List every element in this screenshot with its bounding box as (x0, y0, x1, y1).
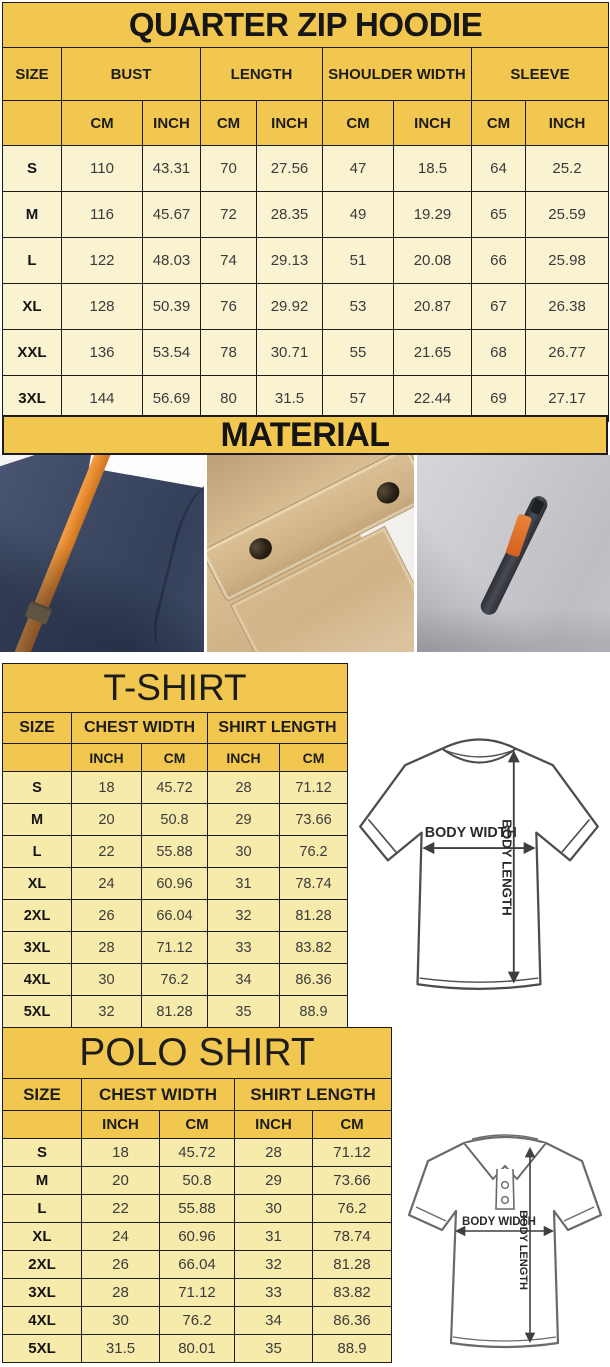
polo-row (3, 1307, 392, 1335)
hoodie-row (3, 146, 609, 192)
polo-row (3, 1223, 392, 1251)
hoodie-value-cell: 26.38 (526, 284, 609, 330)
hoodie-value-cell: 48.03 (143, 238, 201, 284)
polo-value-cell: 28 (82, 1279, 160, 1307)
polo-value-cell: 31 (235, 1223, 313, 1251)
hoodie-header-length: LENGTH (201, 48, 323, 101)
body-width-label: BODY WIDTH (462, 1216, 536, 1228)
tshirt-size-cell: 3XL (3, 932, 72, 964)
polo-value-cell: 29 (235, 1167, 313, 1195)
body-width-label: BODY WIDTH (424, 824, 517, 841)
body-length-label: BODY LENGTH (517, 1210, 529, 1290)
hoodie-row (3, 192, 609, 238)
tshirt-size-cell: S (3, 772, 72, 804)
hoodie-value-cell: 29.13 (257, 238, 323, 284)
polo-value-cell: 71.12 (160, 1279, 235, 1307)
polo-header-row (3, 1079, 392, 1111)
tshirt-value-cell: 22 (72, 836, 142, 868)
polo-value-cell: 66.04 (160, 1251, 235, 1279)
hoodie-header-sleeve: SLEEVE (472, 48, 609, 101)
tshirt-header-length: SHIRT LENGTH (208, 713, 348, 744)
material-photo-grey-zipper (417, 455, 610, 652)
polo-value-cell: 60.96 (160, 1223, 235, 1251)
unit-cm: CM (472, 101, 526, 146)
polo-row (3, 1167, 392, 1195)
hoodie-size-cell: 3XL (3, 376, 62, 422)
polo-outline (409, 1137, 601, 1347)
polo-value-cell: 31.5 (82, 1335, 160, 1363)
unit-inch: INCH (82, 1111, 160, 1139)
polo-header-size: SIZE (3, 1079, 82, 1111)
tshirt-value-cell: 45.72 (142, 772, 208, 804)
unit-cm: CM (313, 1111, 392, 1139)
hoodie-value-cell: 144 (62, 376, 143, 422)
polo-row (3, 1335, 392, 1363)
hoodie-value-cell: 21.65 (394, 330, 472, 376)
hoodie-value-cell: 25.2 (526, 146, 609, 192)
unit-inch: INCH (208, 744, 280, 772)
tshirt-row (3, 964, 348, 996)
tshirt-size-cell: 5XL (3, 996, 72, 1028)
hoodie-value-cell: 18.5 (394, 146, 472, 192)
tshirt-row (3, 836, 348, 868)
hoodie-value-cell: 80 (201, 376, 257, 422)
polo-button (502, 1197, 509, 1204)
polo-value-cell: 83.82 (313, 1279, 392, 1307)
polo-header-chest: CHEST WIDTH (82, 1079, 235, 1111)
polo-row (3, 1139, 392, 1167)
hoodie-value-cell: 27.56 (257, 146, 323, 192)
polo-value-cell: 76.2 (160, 1307, 235, 1335)
hoodie-value-cell: 110 (62, 146, 143, 192)
tshirt-units-empty (3, 744, 72, 772)
polo-value-cell: 30 (82, 1307, 160, 1335)
hoodie-header-shoulder: SHOULDER WIDTH (323, 48, 472, 101)
tshirt-size-cell: 2XL (3, 900, 72, 932)
hoodie-value-cell: 19.29 (394, 192, 472, 238)
tshirt-value-cell: 32 (72, 996, 142, 1028)
tshirt-value-cell: 81.28 (280, 900, 348, 932)
hoodie-value-cell: 78 (201, 330, 257, 376)
hoodie-value-cell: 69 (472, 376, 526, 422)
tshirt-value-cell: 28 (72, 932, 142, 964)
tshirt-value-cell: 76.2 (280, 836, 348, 868)
hoodie-value-cell: 25.59 (526, 192, 609, 238)
tshirt-value-cell: 34 (208, 964, 280, 996)
hoodie-value-cell: 27.17 (526, 376, 609, 422)
body-length-label: BODY LENGTH (499, 819, 515, 916)
polo-size-cell: 3XL (3, 1279, 82, 1307)
polo-size-cell: 5XL (3, 1335, 82, 1363)
tshirt-diagram (352, 728, 608, 1007)
polo-value-cell: 50.8 (160, 1167, 235, 1195)
hoodie-size-table (2, 2, 609, 422)
hoodie-value-cell: 49 (323, 192, 394, 238)
hoodie-value-cell: 64 (472, 146, 526, 192)
hoodie-value-cell: 74 (201, 238, 257, 284)
hoodie-header-bust: BUST (62, 48, 201, 101)
material-photo-navy-drawcord (0, 455, 204, 652)
tshirt-value-cell: 73.66 (280, 804, 348, 836)
unit-inch: INCH (72, 744, 142, 772)
unit-inch: INCH (143, 101, 201, 146)
hoodie-size-cell: XL (3, 284, 62, 330)
tshirt-header-size: SIZE (3, 713, 72, 744)
tshirt-size-cell: M (3, 804, 72, 836)
material-banner (2, 415, 608, 455)
hoodie-size-cell: S (3, 146, 62, 192)
tshirt-size-cell: 4XL (3, 964, 72, 996)
hoodie-value-cell: 53.54 (143, 330, 201, 376)
polo-value-cell: 30 (235, 1195, 313, 1223)
unit-inch: INCH (394, 101, 472, 146)
polo-size-table (2, 1027, 392, 1363)
polo-value-cell: 20 (82, 1167, 160, 1195)
hoodie-row (3, 238, 609, 284)
polo-row (3, 1279, 392, 1307)
tshirt-row (3, 932, 348, 964)
tshirt-value-cell: 24 (72, 868, 142, 900)
polo-value-cell: 76.2 (313, 1195, 392, 1223)
tshirt-value-cell: 71.12 (280, 772, 348, 804)
hoodie-header-size: SIZE (3, 48, 62, 101)
tshirt-row (3, 900, 348, 932)
hoodie-value-cell: 31.5 (257, 376, 323, 422)
tshirt-header-chest: CHEST WIDTH (72, 713, 208, 744)
tshirt-size-cell: L (3, 836, 72, 868)
hoodie-value-cell: 57 (323, 376, 394, 422)
hoodie-value-cell: 28.35 (257, 192, 323, 238)
unit-inch: INCH (235, 1111, 313, 1139)
polo-units-row (3, 1111, 392, 1139)
tshirt-outline (360, 740, 598, 989)
polo-button (502, 1182, 509, 1189)
hoodie-size-cell: M (3, 192, 62, 238)
tshirt-value-cell: 71.12 (142, 932, 208, 964)
hoodie-value-cell: 50.39 (143, 284, 201, 330)
polo-value-cell: 81.28 (313, 1251, 392, 1279)
hoodie-value-cell: 70 (201, 146, 257, 192)
hoodie-row (3, 284, 609, 330)
tshirt-value-cell: 26 (72, 900, 142, 932)
unit-cm: CM (160, 1111, 235, 1139)
tshirt-row (3, 996, 348, 1028)
unit-cm: CM (142, 744, 208, 772)
material-photo-khaki-pocket (207, 455, 414, 652)
polo-value-cell: 71.12 (313, 1139, 392, 1167)
tshirt-size-table (2, 663, 348, 1028)
tshirt-value-cell: 86.36 (280, 964, 348, 996)
hoodie-value-cell: 68 (472, 330, 526, 376)
hoodie-units-row (3, 101, 609, 146)
polo-row (3, 1251, 392, 1279)
hoodie-header-row (3, 48, 609, 101)
tshirt-value-cell: 32 (208, 900, 280, 932)
hoodie-value-cell: 51 (323, 238, 394, 284)
polo-value-cell: 86.36 (313, 1307, 392, 1335)
hoodie-value-cell: 20.08 (394, 238, 472, 284)
tshirt-value-cell: 18 (72, 772, 142, 804)
hoodie-size-cell: XXL (3, 330, 62, 376)
tshirt-value-cell: 88.9 (280, 996, 348, 1028)
hoodie-value-cell: 26.77 (526, 330, 609, 376)
tshirt-value-cell: 33 (208, 932, 280, 964)
tshirt-units-row (3, 744, 348, 772)
hoodie-value-cell: 72 (201, 192, 257, 238)
tshirt-value-cell: 28 (208, 772, 280, 804)
polo-size-cell: M (3, 1167, 82, 1195)
tshirt-value-cell: 50.8 (142, 804, 208, 836)
tshirt-row (3, 804, 348, 836)
material-title: MATERIAL (220, 415, 390, 454)
hoodie-value-cell: 25.98 (526, 238, 609, 284)
tshirt-value-cell: 76.2 (142, 964, 208, 996)
hoodie-value-cell: 43.31 (143, 146, 201, 192)
fabric-shading (0, 455, 204, 652)
polo-value-cell: 35 (235, 1335, 313, 1363)
polo-size-cell: XL (3, 1223, 82, 1251)
polo-value-cell: 28 (235, 1139, 313, 1167)
hoodie-size-cell: L (3, 238, 62, 284)
tshirt-value-cell: 31 (208, 868, 280, 900)
tshirt-value-cell: 35 (208, 996, 280, 1028)
tshirt-row (3, 868, 348, 900)
polo-value-cell: 80.01 (160, 1335, 235, 1363)
polo-value-cell: 26 (82, 1251, 160, 1279)
polo-value-cell: 34 (235, 1307, 313, 1335)
polo-row (3, 1195, 392, 1223)
polo-value-cell: 18 (82, 1139, 160, 1167)
hoodie-value-cell: 116 (62, 192, 143, 238)
hoodie-value-cell: 67 (472, 284, 526, 330)
unit-inch: INCH (526, 101, 609, 146)
polo-value-cell: 45.72 (160, 1139, 235, 1167)
hoodie-value-cell: 47 (323, 146, 394, 192)
polo-value-cell: 73.66 (313, 1167, 392, 1195)
tshirt-value-cell: 55.88 (142, 836, 208, 868)
hoodie-value-cell: 53 (323, 284, 394, 330)
tshirt-value-cell: 60.96 (142, 868, 208, 900)
tshirt-value-cell: 30 (208, 836, 280, 868)
hoodie-value-cell: 20.87 (394, 284, 472, 330)
polo-size-cell: 2XL (3, 1251, 82, 1279)
hoodie-row (3, 330, 609, 376)
polo-title: POLO SHIRT (3, 1028, 392, 1079)
hoodie-value-cell: 30.71 (257, 330, 323, 376)
tshirt-value-cell: 30 (72, 964, 142, 996)
unit-cm: CM (323, 101, 394, 146)
hoodie-value-cell: 136 (62, 330, 143, 376)
polo-size-cell: L (3, 1195, 82, 1223)
polo-value-cell: 24 (82, 1223, 160, 1251)
hoodie-value-cell: 55 (323, 330, 394, 376)
tshirt-row (3, 772, 348, 804)
polo-value-cell: 22 (82, 1195, 160, 1223)
tshirt-value-cell: 78.74 (280, 868, 348, 900)
polo-value-cell: 32 (235, 1251, 313, 1279)
polo-value-cell: 88.9 (313, 1335, 392, 1363)
polo-value-cell: 33 (235, 1279, 313, 1307)
tshirt-value-cell: 29 (208, 804, 280, 836)
polo-units-empty (3, 1111, 82, 1139)
hoodie-value-cell: 66 (472, 238, 526, 284)
unit-cm: CM (201, 101, 257, 146)
hoodie-value-cell: 65 (472, 192, 526, 238)
hoodie-value-cell: 45.67 (143, 192, 201, 238)
tshirt-value-cell: 83.82 (280, 932, 348, 964)
hoodie-value-cell: 56.69 (143, 376, 201, 422)
tshirt-title: T-SHIRT (3, 664, 348, 713)
fabric-shading (207, 455, 414, 652)
tshirt-value-cell: 20 (72, 804, 142, 836)
hoodie-value-cell: 128 (62, 284, 143, 330)
polo-header-length: SHIRT LENGTH (235, 1079, 392, 1111)
hoodie-value-cell: 76 (201, 284, 257, 330)
polo-size-cell: 4XL (3, 1307, 82, 1335)
hoodie-value-cell: 22.44 (394, 376, 472, 422)
polo-diagram (396, 1045, 608, 1367)
hoodie-value-cell: 29.92 (257, 284, 323, 330)
unit-cm: CM (280, 744, 348, 772)
polo-value-cell: 78.74 (313, 1223, 392, 1251)
unit-cm: CM (62, 101, 143, 146)
hoodie-units-empty (3, 101, 62, 146)
hoodie-value-cell: 122 (62, 238, 143, 284)
tshirt-value-cell: 81.28 (142, 996, 208, 1028)
tshirt-header-row (3, 713, 348, 744)
unit-inch: INCH (257, 101, 323, 146)
polo-size-cell: S (3, 1139, 82, 1167)
zipper-slider (530, 498, 545, 515)
tshirt-size-cell: XL (3, 868, 72, 900)
polo-value-cell: 55.88 (160, 1195, 235, 1223)
tshirt-value-cell: 66.04 (142, 900, 208, 932)
hoodie-title: QUARTER ZIP HOODIE (3, 3, 609, 48)
